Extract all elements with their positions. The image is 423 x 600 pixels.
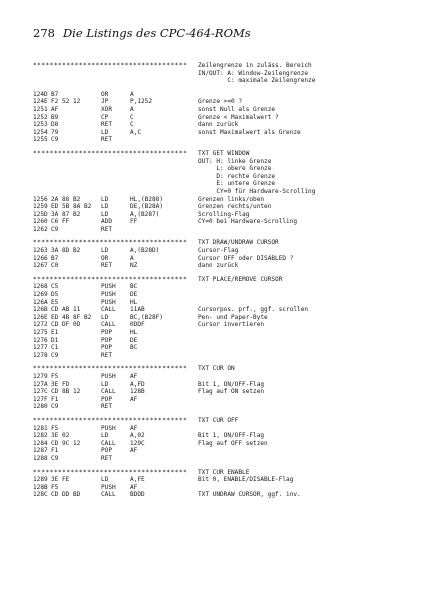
comment: Cursorpos. prf., ggf. scrollen (198, 306, 309, 314)
mnemonic: PUSH (101, 291, 116, 299)
operand: AF (130, 424, 138, 432)
section-title: TXT DRAW/UNDRAW CURSOR (198, 239, 279, 247)
address: 124D (33, 90, 48, 98)
mnemonic: RET (101, 454, 113, 462)
operand: HL (130, 329, 138, 336)
mnemonic: RET (101, 121, 113, 129)
opcode-bytes: ED 5B 8A B2 (51, 203, 92, 211)
opcode-bytes: C9 (51, 136, 59, 144)
description-text: L: obere Grenze (198, 165, 272, 173)
description-line (33, 77, 413, 85)
operand: AF (130, 395, 138, 403)
address: 128C (33, 491, 48, 499)
operand: A,FE (130, 476, 145, 484)
comment: CY=0 bei Hardware-Scrolling (198, 218, 298, 226)
opcode-bytes: 3E FD (51, 380, 70, 388)
asterisk-rule: ************************************* (33, 468, 188, 476)
comment: Flag auf ON setzen (198, 388, 265, 396)
operand: A (130, 254, 134, 262)
opcode-bytes: C5 (51, 283, 59, 291)
asterisk-rule: ************************************* (33, 365, 188, 373)
section-title: TXT CUR OFF (198, 416, 239, 424)
code-line (33, 218, 413, 226)
code-line (33, 388, 413, 396)
opcode-bytes: B9 (51, 113, 59, 121)
operand: BDDD (130, 491, 145, 499)
mnemonic: LD (101, 210, 109, 218)
comment: Bit 1, ON/OFF-Flag (198, 432, 265, 440)
code-line (33, 91, 413, 99)
opcode-bytes: C9 (51, 454, 59, 462)
code-line (33, 262, 413, 270)
opcode-bytes: D1 (51, 336, 59, 344)
address: 1287 (33, 447, 48, 455)
description-line (33, 165, 413, 173)
code-line (33, 306, 413, 314)
operand: 128B (130, 388, 145, 396)
code-line (33, 114, 413, 122)
opcode-bytes: 3E FE (51, 476, 70, 484)
opcode-bytes: AF (51, 105, 59, 113)
asterisk-rule: ************************************* (33, 239, 188, 247)
opcode-bytes: F1 (51, 395, 59, 403)
comment: Cursor OFF oder DISABLED ? (198, 254, 294, 262)
address: 1289 (33, 476, 48, 484)
mnemonic: CALL (101, 388, 116, 396)
opcode-bytes: 3A 8D B2 (51, 247, 81, 255)
description-text: E: untere Grenze (198, 180, 276, 188)
mnemonic: POP (101, 344, 113, 352)
address: 1284 (33, 439, 48, 447)
mnemonic: PUSH (101, 483, 116, 491)
address: 1256 (33, 195, 48, 203)
mnemonic: CALL (101, 491, 116, 499)
address: 1252 (33, 113, 48, 121)
operand: AF (130, 372, 138, 380)
address: 1263 (33, 247, 48, 255)
operand: AF (130, 483, 138, 491)
operand: 0DDF (130, 321, 145, 329)
operand: HL,(B288) (130, 195, 164, 203)
address: 1266 (33, 254, 48, 262)
address: 1276 (33, 336, 48, 344)
mnemonic: JP (101, 98, 109, 106)
section-title: TXT GET WINDOW (198, 149, 250, 157)
assembly-listing (33, 62, 413, 499)
code-line (33, 226, 413, 234)
opcode-bytes: 3E 02 (51, 432, 70, 440)
operand: A (130, 90, 134, 98)
address: 126A (33, 298, 48, 306)
asterisk-rule: ************************************* (33, 416, 188, 424)
operand: A,(B28D) (130, 247, 160, 255)
description-text: IN/OUT: A: Window-Zeilengrenze (198, 69, 309, 77)
address: 127F (33, 395, 48, 403)
opcode-bytes: F2 52 12 (51, 98, 81, 106)
mnemonic: RET (101, 225, 113, 233)
section-title: Zeilengrenze in zuläss. Bereich (198, 62, 312, 69)
description-line (33, 158, 413, 166)
opcode-bytes: C1 (51, 344, 59, 352)
opcode-bytes: D8 (51, 121, 59, 129)
address: 1288 (33, 454, 48, 462)
operand: BC (130, 283, 138, 291)
address: 127C (33, 388, 48, 396)
comment: TXT UNDRAW CURSOR, ggf. inv. (198, 491, 301, 499)
description-text: CY=0 für Hardware-Scrolling (198, 187, 316, 195)
opcode-bytes: C9 (51, 225, 59, 233)
mnemonic: XOR (101, 105, 113, 113)
code-line (33, 211, 413, 219)
code-line (33, 491, 413, 499)
mnemonic: PUSH (101, 283, 116, 291)
address: 1255 (33, 136, 48, 144)
address: 1253 (33, 121, 48, 129)
opcode-bytes: F5 (51, 372, 59, 380)
mnemonic: PUSH (101, 298, 116, 306)
code-line (33, 344, 413, 352)
opcode-bytes: ED 4B 8F B2 (51, 313, 92, 321)
address: 1279 (33, 372, 48, 380)
section-separator (33, 239, 413, 247)
description-text: OUT: H: linke Grenze (198, 157, 272, 165)
opcode-bytes: E1 (51, 329, 59, 336)
section-title: TXT CUR ENABLE (198, 468, 250, 476)
page-header (33, 26, 251, 40)
section-title: TXT PLACE/REMOVE CURSOR (198, 275, 283, 283)
description-line (33, 188, 413, 196)
comment: Bit 1, ON/OFF-Flag (198, 380, 265, 388)
comment: Flag auf OFF setzen (198, 439, 268, 447)
opcode-bytes: C0 (51, 262, 59, 270)
operand: BC (130, 344, 138, 352)
operand: DE (130, 336, 138, 344)
mnemonic: CP (101, 113, 109, 121)
address: 1259 (33, 203, 48, 211)
mnemonic: LD (101, 247, 109, 255)
mnemonic: LD (101, 476, 109, 484)
operand: 129C (130, 439, 145, 447)
opcode-bytes: 3A 87 B2 (51, 210, 81, 218)
description-line (33, 173, 413, 181)
section-separator (33, 276, 413, 284)
comment: Bit 0, ENABLE/DISABLE-Flag (198, 476, 294, 484)
section-separator (33, 417, 413, 425)
code-line (33, 373, 413, 381)
mnemonic: LD (101, 432, 109, 440)
mnemonic: OR (101, 254, 109, 262)
comment: Grenzen links/oben (198, 195, 265, 203)
mnemonic: POP (101, 329, 113, 336)
address: 1278 (33, 351, 48, 359)
address: 1281 (33, 424, 48, 432)
comment: Grenzen rechts/unten (198, 203, 272, 211)
description-line (33, 70, 413, 78)
mnemonic: RET (101, 262, 113, 270)
opcode-bytes: CD DF 0D (51, 321, 81, 329)
code-line (33, 255, 413, 263)
code-line (33, 476, 413, 484)
address: 1272 (33, 321, 48, 329)
section-separator (33, 365, 413, 373)
operand: C (130, 113, 134, 121)
address: 1254 (33, 128, 48, 136)
code-line (33, 440, 413, 448)
address: 1275 (33, 329, 48, 336)
description-line (33, 180, 413, 188)
code-line (33, 396, 413, 404)
opcode-bytes: D5 (51, 291, 59, 299)
opcode-bytes: CD DD BD (51, 491, 81, 499)
mnemonic: POP (101, 395, 113, 403)
code-line (33, 352, 413, 360)
address: 124E (33, 98, 48, 106)
address: 1251 (33, 105, 48, 113)
operand: HL (130, 298, 138, 306)
address: 1277 (33, 344, 48, 352)
address: 1280 (33, 403, 48, 411)
address: 126E (33, 313, 48, 321)
page-number: 278 (33, 26, 55, 40)
code-line (33, 98, 413, 106)
code-line (33, 247, 413, 255)
code-line (33, 321, 413, 329)
code-line (33, 425, 413, 433)
section-separator (33, 469, 413, 477)
code-line (33, 329, 413, 337)
code-line (33, 106, 413, 114)
operand: BC,(B28F) (130, 313, 164, 321)
code-line (33, 337, 413, 345)
operand: A,C (130, 128, 142, 136)
mnemonic: LD (101, 128, 109, 136)
opcode-bytes: B7 (51, 90, 59, 98)
mnemonic: LD (101, 195, 109, 203)
mnemonic: RET (101, 403, 113, 411)
mnemonic: LD (101, 380, 109, 388)
opcode-bytes: F5 (51, 424, 59, 432)
address: 127A (33, 380, 48, 388)
code-line (33, 403, 413, 411)
code-line (33, 283, 413, 291)
comment: Grenze < Maximalwert ? (198, 113, 279, 121)
code-line (33, 381, 413, 389)
opcode-bytes: C9 (51, 351, 59, 359)
opcode-bytes: C6 FF (51, 218, 70, 226)
mnemonic: RET (101, 136, 113, 144)
asterisk-rule: ************************************* (33, 149, 188, 157)
opcode-bytes: F1 (51, 447, 59, 455)
code-line (33, 455, 413, 463)
operand: C (130, 121, 134, 129)
opcode-bytes: CD AB 11 (51, 306, 81, 314)
section-separator (33, 150, 413, 158)
code-line (33, 291, 413, 299)
operand: DE,(B28A) (130, 203, 164, 211)
operand: A,FD (130, 380, 145, 388)
asterisk-rule: ************************************* (33, 62, 188, 69)
operand: FF (130, 218, 138, 226)
address: 1282 (33, 432, 48, 440)
mnemonic: PUSH (101, 372, 116, 380)
mnemonic: POP (101, 447, 113, 455)
mnemonic: LD (101, 313, 109, 321)
section-separator (33, 62, 413, 70)
description-text: D: rechte Grenze (198, 172, 276, 180)
comment: dann zurück (198, 121, 239, 129)
comment: Pen- und Paper-Byte (198, 313, 268, 321)
mnemonic: PUSH (101, 424, 116, 432)
opcode-bytes: CD 9C 12 (51, 439, 81, 447)
code-line (33, 314, 413, 322)
code-line (33, 129, 413, 137)
address: 126B (33, 306, 48, 314)
code-line (33, 196, 413, 204)
address: 1262 (33, 225, 48, 233)
page-title: Die Listings des CPC-464-ROMs (62, 26, 251, 40)
code-line (33, 203, 413, 211)
description-text: C: maximale Zeilengrenze (198, 77, 316, 85)
opcode-bytes: 2A 88 B2 (51, 195, 81, 203)
mnemonic: OR (101, 90, 109, 98)
operand: A,02 (130, 432, 145, 440)
operand: AF (130, 447, 138, 455)
comment: Scrolling-Flag (198, 210, 250, 218)
comment: dann zurück (198, 262, 239, 270)
comment: Cursor invertieren (198, 321, 265, 329)
operand: 11AB (130, 306, 145, 314)
opcode-bytes: CD 8B 12 (51, 388, 81, 396)
comment: sonst Maximalwert als Grenze (198, 128, 301, 136)
code-line (33, 447, 413, 455)
opcode-bytes: B7 (51, 254, 59, 262)
opcode-bytes: E5 (51, 298, 59, 306)
address: 128B (33, 483, 48, 491)
code-line (33, 432, 413, 440)
mnemonic: CALL (101, 439, 116, 447)
code-line (33, 299, 413, 307)
asterisk-rule: ************************************* (33, 275, 188, 283)
opcode-bytes: F5 (51, 483, 59, 491)
code-line (33, 136, 413, 144)
opcode-bytes: C9 (51, 403, 59, 411)
address: 1267 (33, 262, 48, 270)
mnemonic: POP (101, 336, 113, 344)
address: 1268 (33, 283, 48, 291)
comment: Cursor-Flag (198, 247, 239, 255)
mnemonic: ADD (101, 218, 113, 226)
section-title: TXT CUR ON (198, 365, 235, 373)
mnemonic: RET (101, 351, 113, 359)
mnemonic: CALL (101, 321, 116, 329)
operand: P,1252 (130, 98, 153, 106)
address: 1260 (33, 218, 48, 226)
operand: A (130, 105, 134, 113)
operand: DE (130, 291, 138, 299)
comment: Grenze >=0 ? (198, 98, 243, 106)
code-line (33, 121, 413, 129)
mnemonic: LD (101, 203, 109, 211)
operand: A,(B287) (130, 210, 160, 218)
address: 1269 (33, 291, 48, 299)
opcode-bytes: 79 (51, 128, 59, 136)
operand: NZ (130, 262, 138, 270)
address: 125D (33, 210, 48, 218)
comment: sonst Null als Grenze (198, 105, 276, 113)
code-line (33, 484, 413, 492)
mnemonic: CALL (101, 306, 116, 314)
